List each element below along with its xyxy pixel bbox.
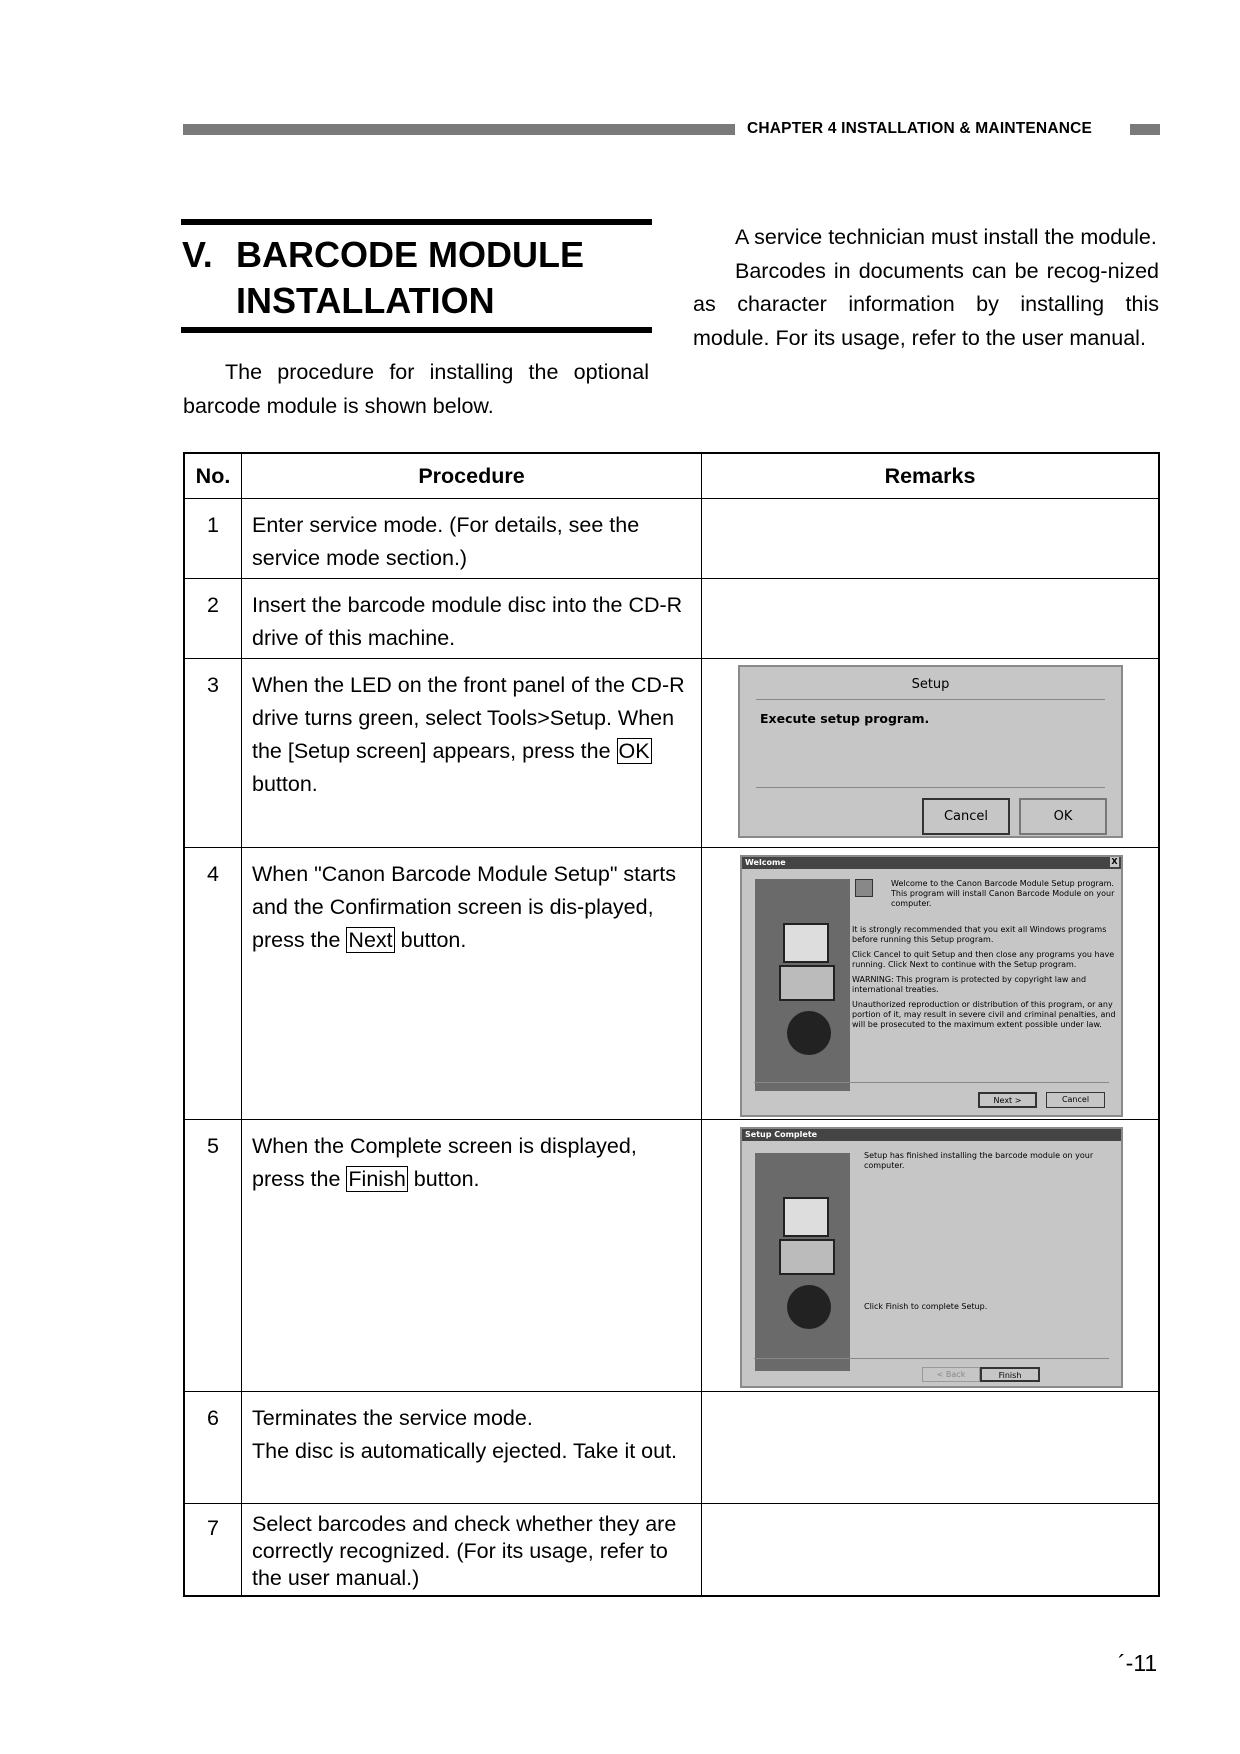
back-button[interactable]: < Back: [922, 1367, 980, 1382]
step-number: 5: [207, 1134, 219, 1158]
header-rule-right: [1130, 124, 1160, 135]
header-no: No.: [184, 453, 242, 499]
monitor-icon: [783, 1197, 829, 1237]
globe-icon: [787, 1011, 831, 1055]
table-row: [184, 848, 1159, 1120]
step-number: 4: [207, 862, 219, 886]
step-text: Select barcodes and check whether they are correctly recognized. (For its usage, refer to the user manual.): [252, 1512, 677, 1590]
table-row: [184, 579, 1159, 659]
complete-dialog: [740, 1127, 1123, 1388]
step-number: 6: [207, 1406, 219, 1430]
welcome-text-1: Welcome to the Canon Barcode Module Setup program. This program will install Canon Barcode Module on your computer.: [891, 879, 1115, 908]
table-row: [184, 1504, 1159, 1596]
section-title: [182, 232, 584, 324]
step-text: Enter service mode. (For details, see the service mode section.): [252, 513, 640, 570]
step-remarks: [702, 499, 1160, 579]
ok-key-label: OK: [618, 739, 650, 763]
step-text: When "Canon Barcode Module Setup" starts and the Confirmation screen is dis-played, press the Next button.: [252, 862, 676, 952]
table-row: [184, 1392, 1159, 1504]
welcome-dialog: [740, 855, 1123, 1117]
computer-case-icon: [779, 1239, 835, 1275]
step-text: Terminates the service mode. The disc is automatically ejected. Take it out.: [252, 1406, 678, 1463]
computer-illustration: [755, 879, 850, 1091]
note-barcodes: Barcodes in documents can be recog-nized as character information by installing this module. For its usage, refer to the user manual.: [693, 258, 1159, 350]
monitor-icon: [783, 923, 829, 963]
setup-icon: [855, 879, 873, 897]
step-number: 7: [207, 1516, 219, 1540]
section-title-line1: BARCODE MODULE: [236, 234, 584, 275]
table-row: [184, 499, 1159, 579]
setup-dialog-message: Execute setup program.: [760, 711, 930, 726]
intro-paragraph: [183, 356, 649, 423]
intro-text: The procedure for installing the optional barcode module is shown below.: [183, 360, 649, 418]
finish-key-label: Finish: [348, 1167, 406, 1191]
step-text: When the LED on the front panel of the CD-R drive turns green, select Tools>Setup. When the [Setup screen] appears, press the OK button.: [252, 673, 685, 796]
title-rule-top: [181, 219, 652, 225]
next-key-label: Next: [348, 928, 393, 952]
computer-case-icon: [779, 965, 835, 1001]
step-number: 2: [207, 593, 219, 617]
step-remarks: [702, 848, 1160, 1120]
complete-dialog-title: Setup Complete: [742, 1129, 1121, 1141]
cancel-button[interactable]: Cancel: [922, 798, 1010, 835]
welcome-dialog-title: Welcome: [745, 858, 786, 867]
welcome-text-5: Unauthorized reproduction or distribution of this program, or any portion of it, may result in severe civil and criminal penalties, and will be prosecuted to the maximum extent possible under law.: [852, 1000, 1116, 1029]
note-technician: A service technician must install the module.: [735, 225, 1157, 249]
section-title-line2: INSTALLATION: [236, 280, 495, 321]
chapter-heading: CHAPTER 4 INSTALLATION & MAINTENANCE: [747, 120, 1093, 137]
header-remarks: Remarks: [702, 453, 1160, 499]
ok-button[interactable]: OK: [1019, 798, 1107, 835]
finish-button[interactable]: Finish: [980, 1367, 1040, 1382]
setup-dialog-title: Setup: [911, 677, 950, 692]
step-remarks: [702, 1392, 1160, 1504]
header-rule-left: [183, 124, 735, 135]
welcome-text-3: Click Cancel to quit Setup and then close any programs you have running. Click Next to continue with the Setup program.: [852, 950, 1115, 969]
step-number: 3: [207, 673, 219, 697]
notes-column: [693, 221, 1159, 355]
globe-icon: [787, 1285, 831, 1329]
complete-text-2: Click Finish to complete Setup.: [864, 1302, 988, 1311]
computer-illustration: [755, 1153, 850, 1371]
step-remarks: [702, 579, 1160, 659]
step-text: Insert the barcode module disc into the CD-R drive of this machine.: [252, 593, 683, 650]
next-button[interactable]: Next >: [978, 1092, 1037, 1108]
step-remarks: [702, 659, 1160, 848]
welcome-text-4: WARNING: This program is protected by copyright law and international treaties.: [852, 975, 1087, 994]
step-number: 1: [207, 513, 219, 537]
procedure-table: [183, 452, 1160, 1597]
title-rule-bottom: [181, 327, 652, 333]
cancel-button[interactable]: Cancel: [1046, 1092, 1105, 1108]
step-remarks: [702, 1120, 1160, 1392]
table-row: [184, 1120, 1159, 1392]
step-text: When the Complete screen is displayed, press the Finish button.: [252, 1134, 637, 1191]
page-number: ´-11: [1118, 1650, 1158, 1676]
welcome-dialog-body: [891, 879, 1119, 914]
section-number: V.: [182, 234, 213, 275]
setup-dialog: [738, 665, 1123, 838]
table-row: [184, 659, 1159, 848]
close-icon[interactable]: X: [1111, 857, 1118, 866]
complete-text-1: Setup has finished installing the barcode module on your computer.: [864, 1151, 1094, 1170]
header-procedure: Procedure: [242, 453, 702, 499]
table-header-row: [184, 453, 1159, 499]
welcome-text-2: It is strongly recommended that you exit all Windows programs before running this Setup program.: [852, 925, 1107, 944]
step-remarks: [702, 1504, 1160, 1596]
